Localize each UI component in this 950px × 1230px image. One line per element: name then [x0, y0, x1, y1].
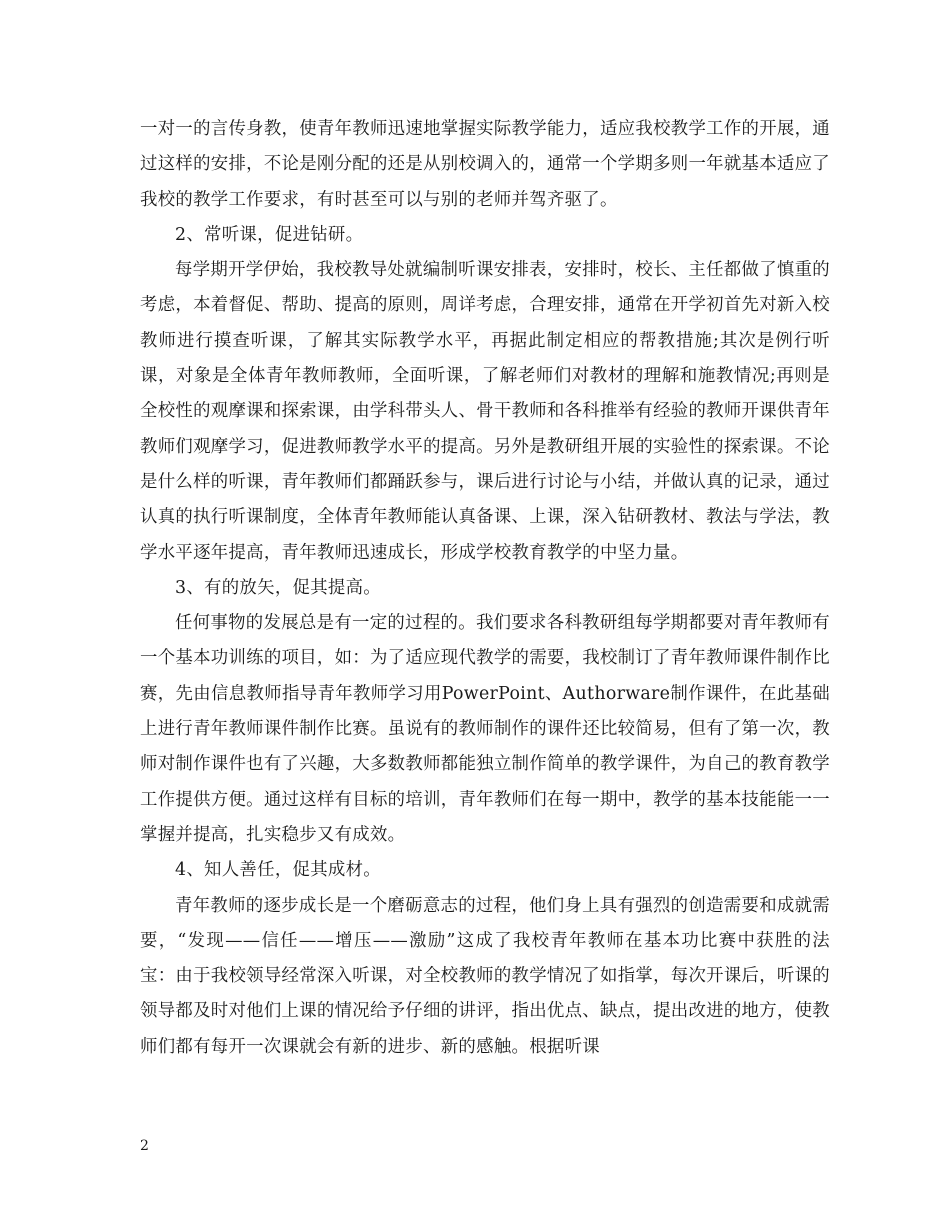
section-heading-2: 2、常听课，促进钻研。: [175, 224, 364, 245]
paragraph-1: 一对一的言传身教，使青年教师迅速地掌握实际教学能力，适应我校教学工作的开展，通过这样的安排，不论是刚分配的还是从别校调入的，通常一个学期多则一年就基本适应了我校的教学工作要求，有时甚至可以与别的老师并驾齐驱了。: [140, 119, 830, 210]
paragraph-5: 任何事物的发展总是有一定的过程的。我们要求各科教研组每学期都要对青年教师有一个基本功训练的项目，如：为了适应现代教学的需要，我校制订了青年教师课件制作比赛，先由信息教师指导青年教师学习用PowerPoint、Authorware制作课件，在此基础上进行青年教师课件制作比赛。虽说有的教师制作的课件还比较简易，但有了第一次，教师对制作课件也有了兴趣，大多数教师都能独立制作简单的教学课件，为自己的教育教学工作提供方便。通过这样有目标的培训，青年教师们在每一期中，教学的基本技能能一一掌握并提高，扎实稳步又有成效。: [140, 613, 830, 845]
paragraph-3: 每学期开学伊始，我校教导处就编制听课安排表，安排时，校长、主任都做了慎重的考虑，本着督促、帮助、提高的原则，周详考虑，合理安排，通常在开学初首先对新入校教师进行摸查听课，了解其实际教学水平，再据此制定相应的帮教措施;其次是例行听课，对象是全体青年教师教师，全面听课，了解老师们对教材的理解和施教情况;再则是全校性的观摩课和探索课，由学科带头人、骨干教师和各科推举有经验的教师开课供青年教师们观摩学习，促进教师教学水平的提高。另外是教研组开展的实验性的探索课。不论是什么样的听课，青年教师们都踊跃参与，课后进行讨论与小结，并做认真的记录，通过认真的执行听课制度，全体青年教师能认真备课、上课，深入钻研教材、教法与学法，教学水平逐年提高，青年教师迅速成长，形成学校教育教学的中坚力量。: [140, 260, 830, 563]
document-body: [140, 112, 830, 1065]
section-heading-4: 4、知人善任，促其成材。: [175, 860, 381, 881]
section-heading-3: 3、有的放矢，促其提高。: [175, 577, 381, 598]
paragraph-7: 青年教师的逐步成长是一个磨砺意志的过程，他们身上具有强烈的创造需要和成就需要，“发现——信任——增压——激励”这成了我校青年教师在基本功比赛中获胜的法宝：由于我校领导经常深入听课，对全校教师的教学情况了如指掌，每次开课后，听课的领导都及时对他们上课的情况给予仔细的讲评，指出优点、缺点，提出改进的地方，使教师们都有每开一次课就会有新的进步、新的感触。根据听课: [140, 895, 830, 1057]
page-number: 2: [140, 1138, 149, 1154]
